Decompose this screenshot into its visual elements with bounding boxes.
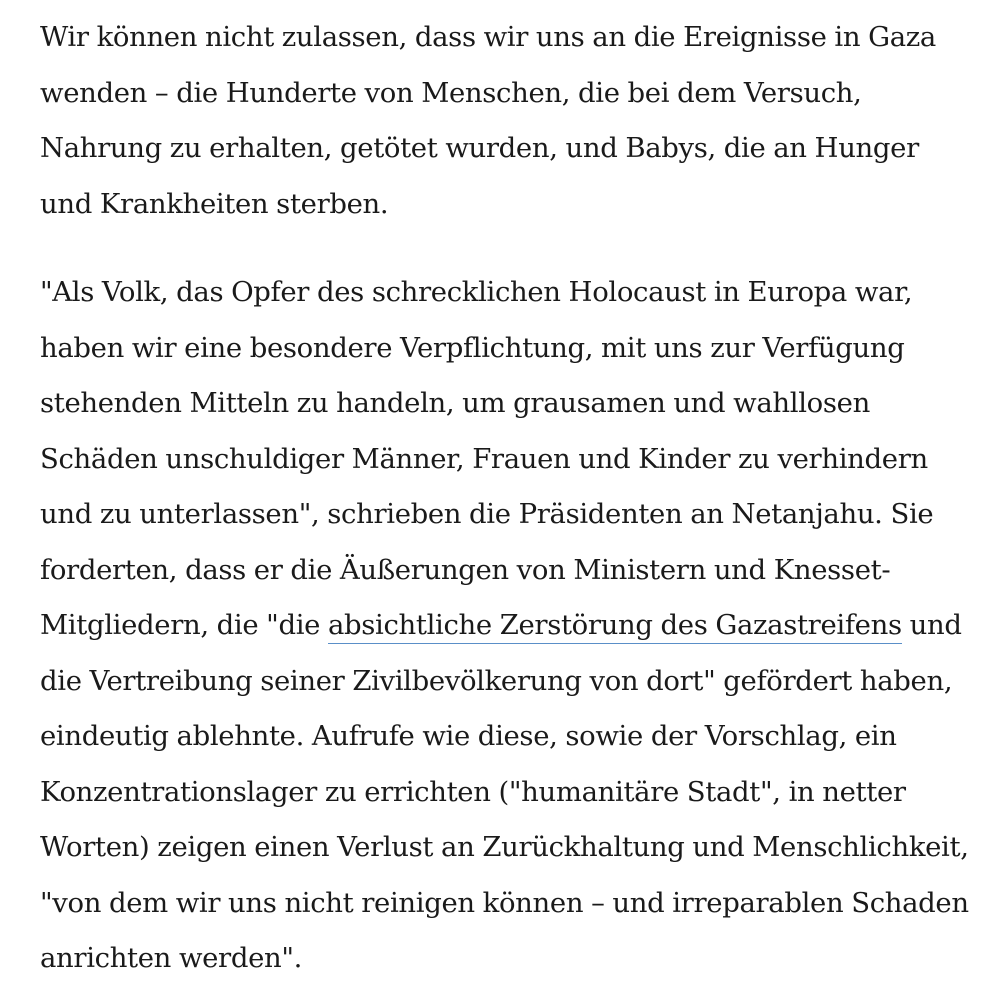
paragraph-text-before-link: "Als Volk, das Opfer des schrecklichen Holocaust in Europa war, haben wir eine besondere Verpflichtung, mit uns zur Verfügung stehenden Mitteln zu handeln, um grausamen und wahllosen Schäden unschuldiger Männer, Frauen und Kinder zu verhindern und zu unterlassen", schrieben die Präsidenten an Netanjahu. Sie forderten, dass er die Äußerungen von Ministern und Knesset-Mitgliedern, die "die	[40, 276, 934, 641]
inline-link-gaza-destruction[interactable]: absichtliche Zerstörung des Gazastreifens	[328, 609, 902, 644]
paragraph-text-after-link: und die Vertreibung seiner Zivilbevölkerung von dort" gefördert haben, eindeutig ablehnte. Aufrufe wie diese, sowie der Vorschlag, ein Konzentrationslager zu errichten ("humanitäre Stadt", in netter Worten) zeigen einen Verlust an Zurückhaltung und Menschlichkeit, "von dem wir uns nicht reinigen können – und irreparablen Schaden anrichten werden".	[40, 609, 969, 974]
paragraph-presidents-letter	[40, 265, 970, 987]
paragraph-text: Wir können nicht zulassen, dass wir uns an die Ereignisse in Gaza wenden – die Hunderte von Menschen, die bei dem Versuch, Nahrung zu erhalten, getötet wurden, und Babys, die an Hunger und Krankheiten sterben.	[40, 21, 936, 220]
paragraph-gaza-events	[40, 10, 970, 232]
article-body	[40, 10, 970, 987]
